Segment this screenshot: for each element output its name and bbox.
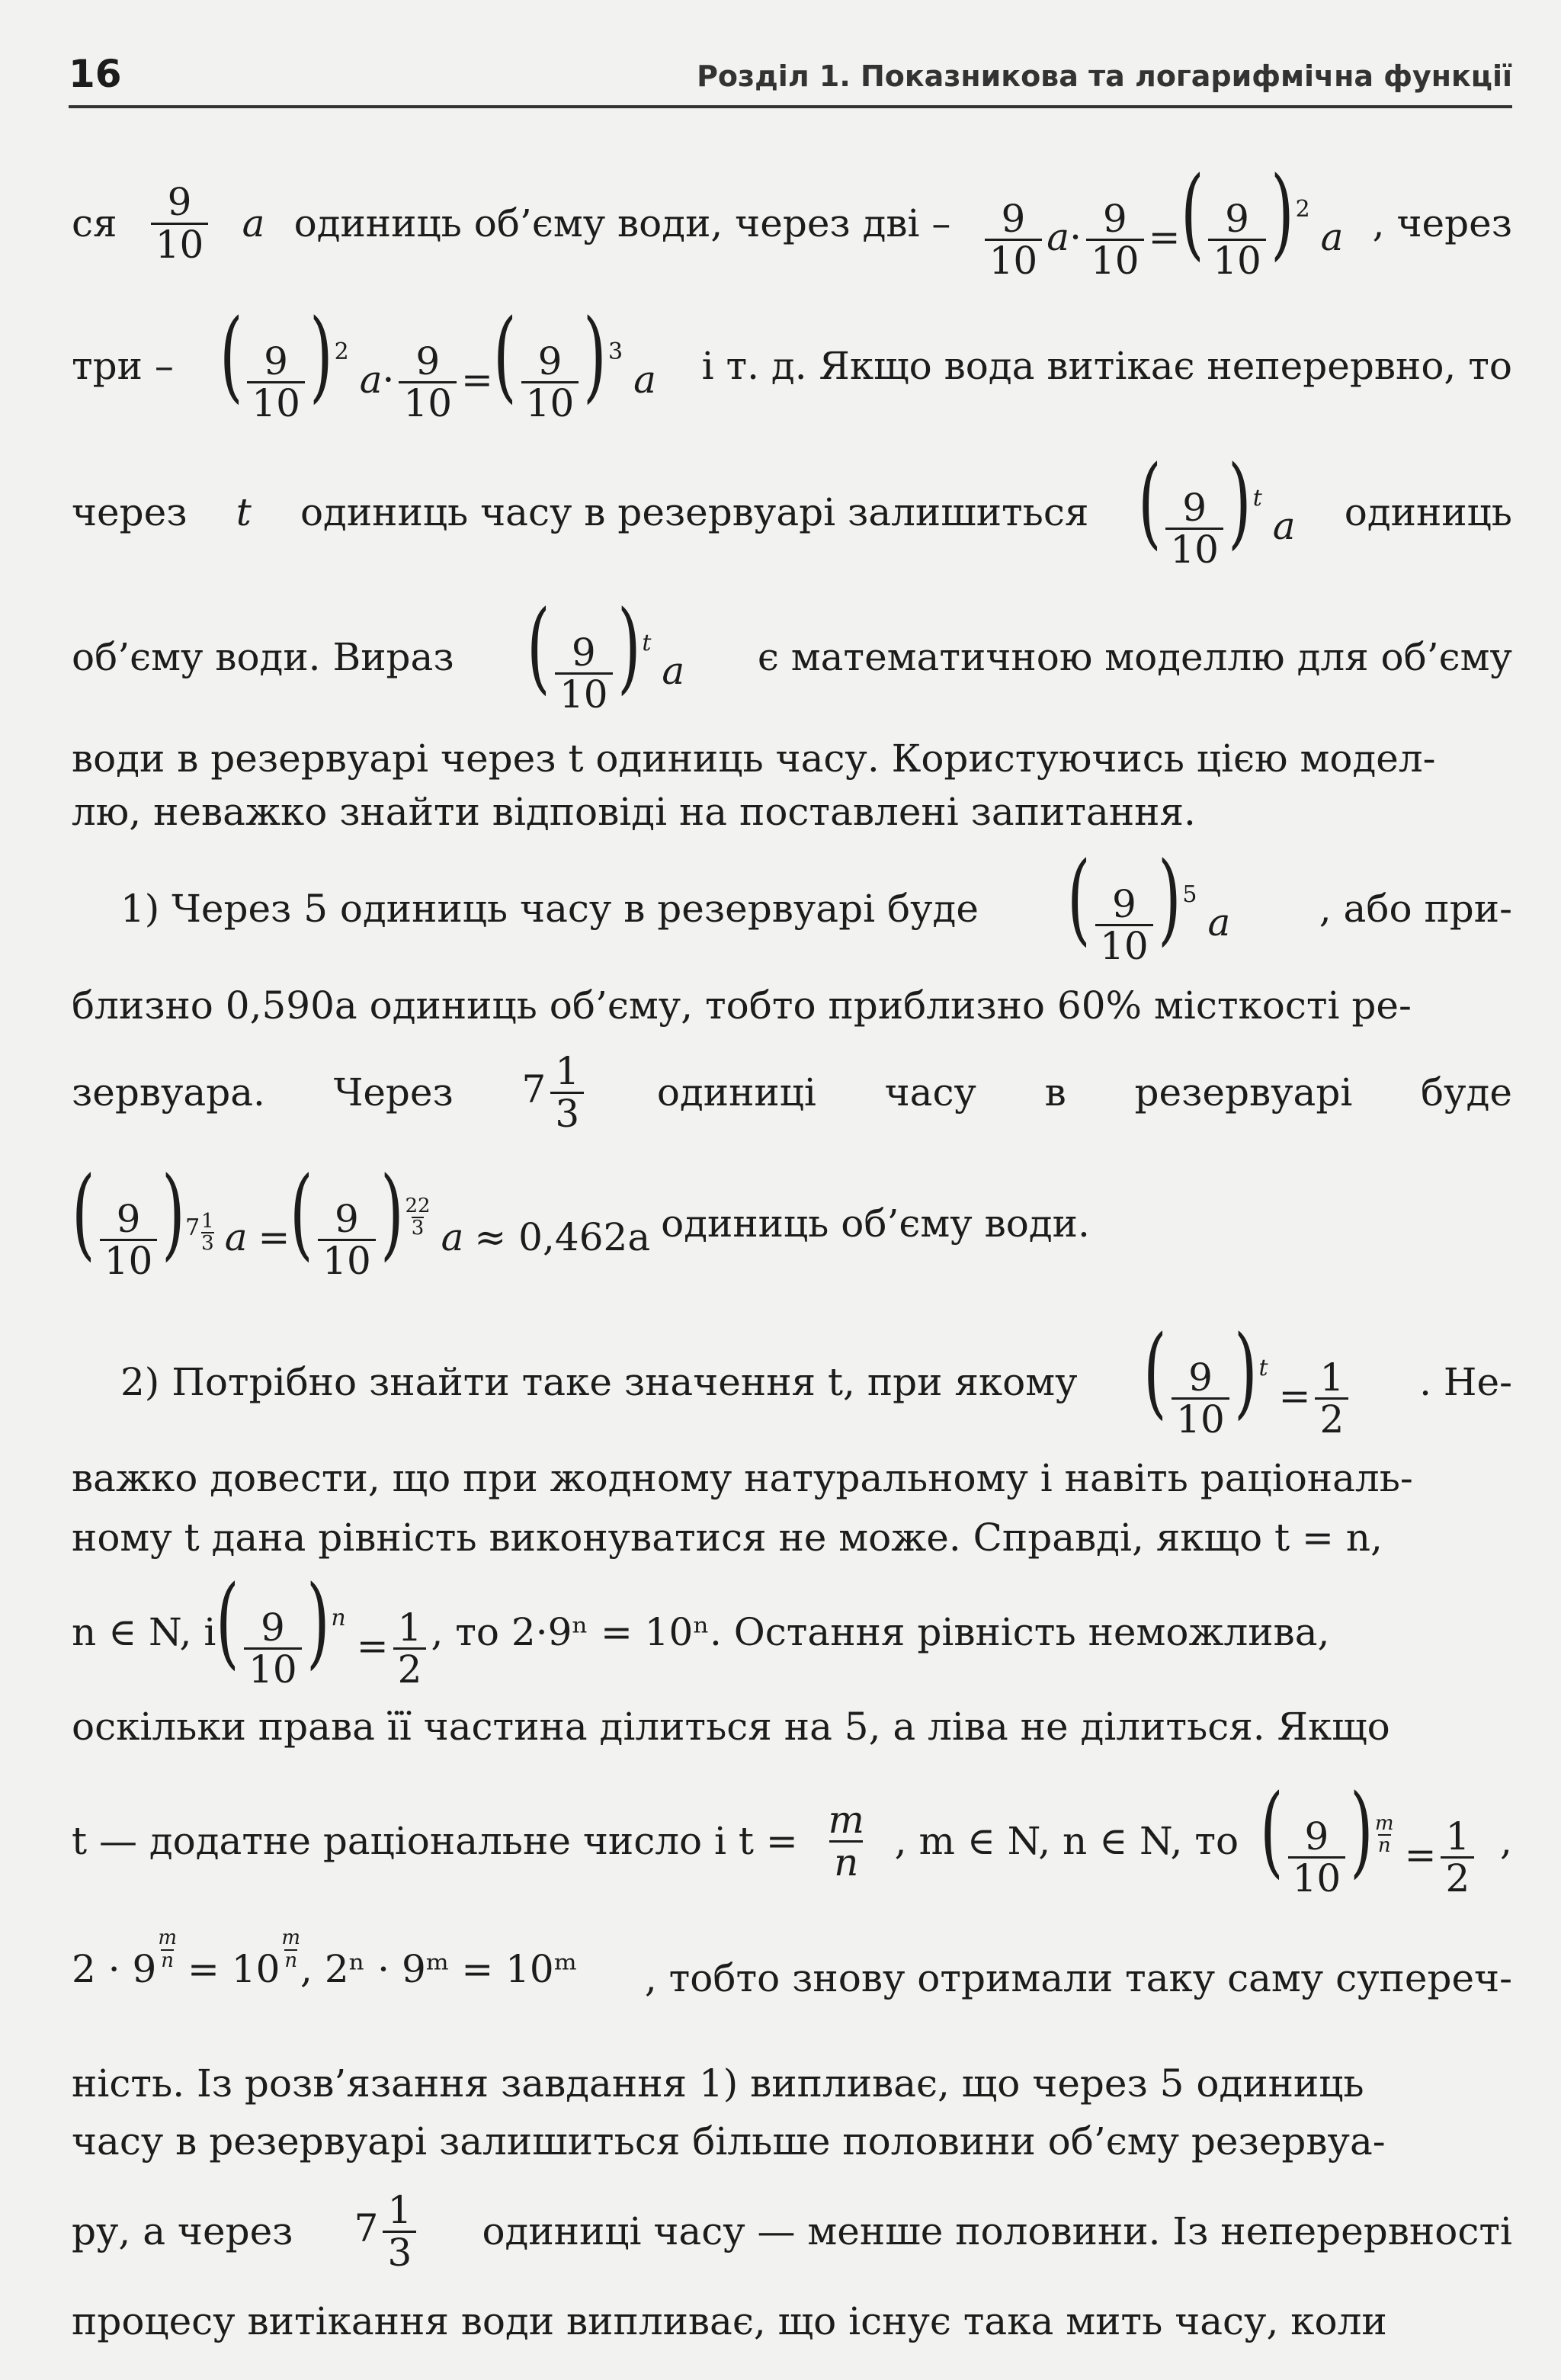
formula: ( $\frac{9}{10}$ )$^5$a — [1067, 839, 1231, 968]
page-number: 16 — [69, 52, 122, 96]
formula: ( $\frac{9}{10}$ )$^n$= $\frac{1}{2}$ — [216, 1575, 431, 1690]
page-header — [69, 52, 1512, 108]
formula: 2 · 9 $\frac{m}{n}$ = 10 $\frac{m}{n}$ , 2ⁿ · 9ᵐ = 10ᵐ — [72, 1926, 578, 1992]
text-line-21: процесу витікання води випливає, що існує така мить часу, коли — [72, 2299, 1387, 2343]
text-line-17: 2 · 9 $\frac{m}{n}$ = 10 $\frac{m}{n}$ , 2ⁿ · 9ᵐ = 10ᵐ , тобто знову отримали таку саму супереч- — [72, 1936, 1512, 2020]
formula: ( $\frac{9}{10}$ )$^t$= $\frac{1}{2}$ — [1143, 1325, 1353, 1440]
text-line-10: ( $\frac{9}{10}$ )$^{7 \frac{1}{3}}$ a =( $\frac{9}{10}$ ) $\frac{22}{3}$ a ≈ 0,462a одиниць об’єму води. — [72, 1154, 1090, 1283]
mixed-number: 7 $\frac{1}{3}$ — [522, 1051, 589, 1134]
text-line-7: 1) Через 5 одиниць часу в резервуарі буде ( $\frac{9}{10}$ )$^5$a , або при- — [120, 839, 1512, 968]
text-line-4: об’єму води. Вираз ( $\frac{9}{10}$ )$^t$a є математичною моделлю для об’єму — [72, 588, 1512, 717]
formula: $\frac{9}{10}$ a· $\frac{9}{10}$ =( $\frac{9}{10}$ )$^2$a — [980, 166, 1344, 281]
text-line-3: через t одиниць часу в резервуарі залишиться ( $\frac{9}{10}$ )$^t$a одиниць — [72, 443, 1512, 572]
text-line-11: 2) Потрібно знайти таке значення t, при якому ( $\frac{9}{10}$ )$^t$= $\frac{1}{2}$ . Не- — [120, 1313, 1512, 1442]
fraction-9-10: $\frac{9}{10}$ — [151, 182, 209, 265]
text-line-8: близно 0,590a одиниць об’єму, тобто приблизно 60% місткості ре- — [72, 983, 1412, 1028]
text-line-2: три – ( $\frac{9}{10}$ )$^2$a· $\frac{9}{10}$ =( $\frac{9}{10}$ )$^3$a і т. д. Якщо вода витікає неперервно, то — [72, 297, 1512, 425]
text-line-6: лю, неважко знайти відповіді на поставлені запитання. — [72, 790, 1196, 834]
text-line-12: важко довести, що при жодному натуральному і навіть раціональ- — [72, 1456, 1413, 1500]
fraction-m-n: $\frac{m}{n}$ — [828, 1798, 864, 1884]
mixed-number: 7 $\frac{1}{3}$ — [354, 2190, 422, 2273]
formula: ( $\frac{9}{10}$ )$^t$a — [1137, 443, 1296, 572]
text-line-9: зервуара. Через 7 $\frac{1}{3}$ одиниці часу в резервуарі буде — [72, 1049, 1512, 1136]
formula: ( $\frac{9}{10}$ )$^2$a· $\frac{9}{10}$ =( $\frac{9}{10}$ )$^3$a — [219, 297, 656, 425]
text-line-20: ру, а через 7 $\frac{1}{3}$ одиниці часу — менше половини. Із неперервності — [72, 2188, 1512, 2275]
formula: ( $\frac{9}{10}$ )$^t$a — [527, 588, 685, 717]
text-line-16: t — додатне раціональне число і t = $\frac{m}{n}$ , m ∈ N, n ∈ N, то ( $\frac{9}{10}$ ) $\frac{m}{n}$ = $\frac{1}{2}$ , — [72, 1772, 1512, 1900]
text-line-19: часу в резервуарі залишиться більше половини об’єму резервуа- — [72, 2119, 1386, 2163]
running-title: Розділ 1. Показникова та логарифмічна функції — [697, 59, 1512, 93]
text-line-1: ся $\frac{9}{10}$ a одиниць об’єму води, через дві – $\frac{9}{10}$ a· $\frac{9}{10}$ =( $\frac{9}{10}$ )$^2$a , через — [72, 154, 1512, 283]
text-line-5: води в резервуарі через t одиниць часу. Користуючись цією модел- — [72, 736, 1436, 781]
text-line-15: оскільки права її частина ділиться на 5, а ліва не ділиться. Якщо — [72, 1705, 1390, 1749]
formula: ( $\frac{9}{10}$ ) $\frac{m}{n}$ = $\frac{1}{2}$ — [1260, 1784, 1479, 1899]
text-line-13: ному t дана рівність виконуватися не може. Справді, якщо t = n, — [72, 1516, 1383, 1560]
formula: ( $\frac{9}{10}$ )$^{7 \frac{1}{3}}$ a =( $\frac{9}{10}$ ) $\frac{22}{3}$ a ≈ 0,462a — [72, 1154, 651, 1283]
text-line-18: ність. Із розв’язання завдання 1) випливає, що через 5 одиниць — [72, 2061, 1364, 2106]
text-line-14: n ∈ N, і ( $\frac{9}{10}$ )$^n$= $\frac{1}{2}$ , то 2·9ⁿ = 10ⁿ. Остання рівність неможлива, — [72, 1563, 1330, 1692]
